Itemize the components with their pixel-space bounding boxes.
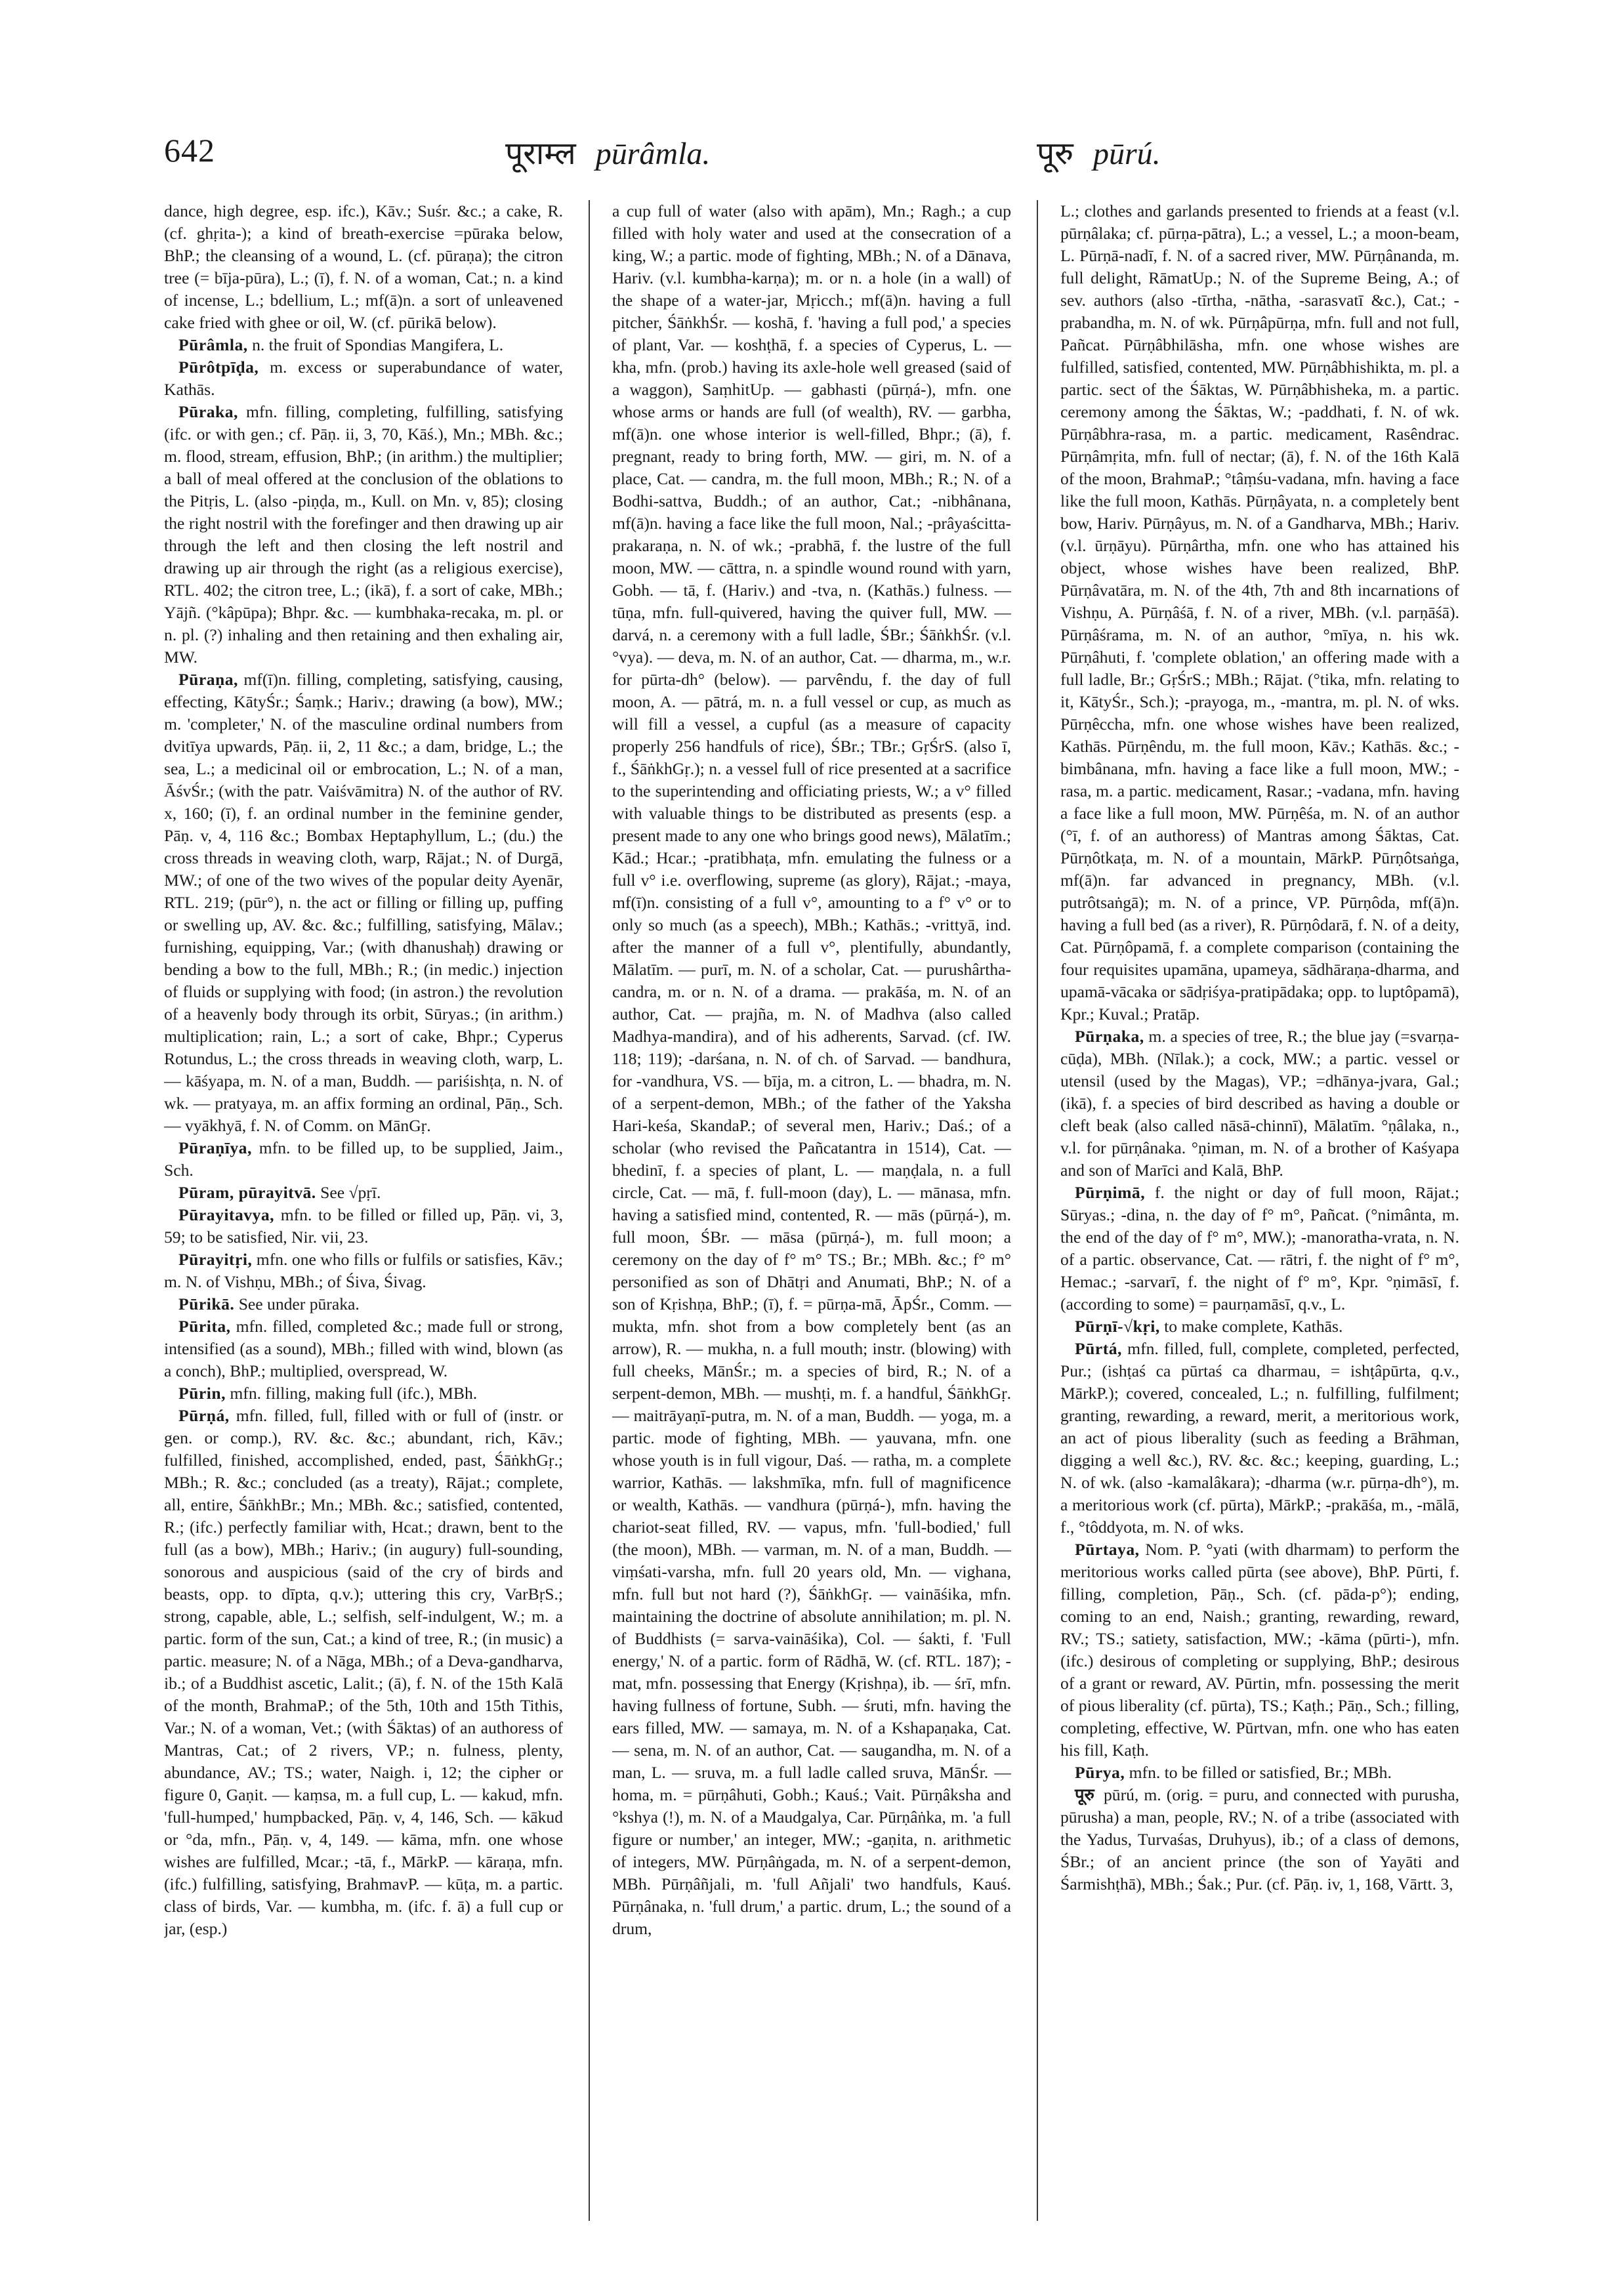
dictionary-entry [1060,1025,1459,1182]
entry-definition: mfn. filled, full, filled with or full of (instr. or gen. or comp.), RV. &c. &c.; abundant, rich, Kāv.; fulfilled, finished, accomplished, ended, past, ŚāṅkhGṛ.; MBh.; R. &c.; concluded (as a treaty), Rājat.; complete, all, entire, ŚāṅkhBr.; Mn.; MBh. &c.; satisfied, contented, R.; (ifc.) perfectly familiar with, Hcat.; drawn, bent to the full (as a bow), MBh.; Hariv.; (in augury) full-sounding, sonorous and auspicious (said of the cry of birds and beasts, opp. to dīpta, q.v.); uttering this cry, VarBṛS.; strong, capable, able, L.; selfish, self-indulgent, W.; m. a partic. form of the sun, Cat.; a kind of tree, R.; (in music) a partic. measure; N. of a Nāga, MBh.; of a Deva-gandharva, ib.; of a Buddhist ascetic, Lalit.; (ā), f. N. of the 15th Kalā of the month, BrahmaP.; of the 5th, 10th and 15th Tithis, Var.; N. of a woman, Vet.; (with Śāktas) of an authoress of Mantras, Cat.; of 2 rivers, VP.; n. fulness, plenty, abundance, AV.; TS.; water, Naigh. i, 12; the cipher or figure 0, Gaṇit. — kaṃsa, m. a full cup, L. — kakud, mfn. 'full-humped,' humpbacked, Pāṇ. v, 4, 146, Sch. — kākud or °da, mfn., Pāṇ. v, 4, 149. — kāma, mfn. one whose wishes are fulfilled, Mcar.; -tā, f., MārkP. — kāraṇa, mfn. (ifc.) fulfilling, satisfying, BrahmavP. — kūṭa, m. a partic. class of birds, Var. — kumbha, m. (ifc. f. ā) a full cup or jar, (esp.) [164,1406,563,1938]
dictionary-entry [164,334,563,356]
dictionary-entry [164,669,563,1137]
dictionary-entry [1060,1762,1459,1784]
entry-definition: mfn. filled, full, complete, completed, perfected, Pur.; (ishṭaś ca pūrtaś ca dharmau, = ishṭâpūrta, q.v., MārkP.); covered, concealed, L.; n. fulfilling, fulfilment; granting, rewarding, a reward, merit, a meritorious work, an act of pious liberality (such as feeding a Brāhman, digging a well &c.), RV. &c. &c.; keeping, guarding, L.; N. of wk. (also -kamalâkara); -dharma (w.r. pūrṇa-dh°), m. a meritorious work (cf. pūrta), MārkP.; -prakāśa, m., -mālā, f., °tôddyota, m. N. of wks. [1060,1339,1459,1537]
entry-definition: dance, high degree, esp. ifc.), Kāv.; Suśr. &c.; a cake, R. (cf. ghṛita-); a kind of breath-exercise =pūraka below, BhP.; the cleansing of a wound, L. (cf. pūraṇa); the citron tree (= bīja-pūra), L.; (ī), f. N. of a woman, Cat.; n. a kind of incense, L.; bdellium, L.; mf(ā)n. a sort of unleavened cake fried with ghee or oil, W. (cf. pūrikā below). [164,201,563,332]
entry-headword: Pūrtaya, [1075,1540,1140,1559]
entry-definition: mfn. filling, completing, fulfilling, satisfying (ifc. or with gen.; cf. Pāṇ. ii, 3, 70, Kāś.), Mn.; MBh. &c.; m. flood, stream, effusion, BhP.; (in arithm.) the multiplier; a ball of meal offered at the conclusion of the oblations to the Pitṛis, L. (also -piṇḍa, m., Kull. on Mn. v, 85); closing the right nostril with the forefinger and then drawing up air through the left and then closing the left nostril and drawing up air through the right (as a religious exercise), RTL. 402; the citron tree, L.; (ikā), f. a sort of cake, MBh.; Yājñ. (°kâpūpa); Bhpr. &c. — kumbhaka-recaka, m. pl. or n. pl. (?) inhaling and then retaining and then exhaling air, MW. [164,402,563,667]
dictionary-entry [164,200,563,334]
entry-definition: mfn. one who fills or fulfils or satisfies, Kāv.; m. N. of Vishṇu, MBh.; of Śiva, Śivag. [164,1250,563,1291]
entry-definition: mfn. to be filled or satisfied, Br.; MBh. [1129,1763,1392,1782]
dictionary-entry [164,1382,563,1405]
entry-definition: mfn. to be filled or filled up, Pāṇ. vi, 3, 59; to be satisfied, Nir. vii, 23. [164,1205,563,1247]
left-head-devanagari: पूराम्ल [505,136,576,171]
right-head-translit: pūrú. [1093,136,1161,171]
entry-headword: Pūrin, [178,1384,226,1403]
dictionary-entry [164,1204,563,1249]
entry-definition: mfn. to be filled up, to be supplied, Jaim., Sch. [164,1138,563,1180]
dictionary-entry [164,1405,563,1940]
dictionary-entry [164,401,563,669]
column-rule [589,200,590,2221]
entry-headword: Pūrôtpīḍa, [178,358,259,377]
entry-definition: mf(ī)n. filling, completing, satisfying, causing, effecting, KātyŚr.; Śaṃk.; Hariv.; drawing (a bow), MW.; m. 'completer,' N. of the masculine ordinal numbers from dvitīya upwards, Pāṇ. ii, 2, 11 &c.; a dam, bridge, L.; the sea, L.; a medicinal oil or embrocation, L.; N. of a man, ĀśvŚr.; (with the patr. Vaiśvāmitra) N. of the author of RV. x, 160; (ī), f. an ordinal number in the feminine gender, Pāṇ. v, 4, 116 &c.; Bombax Heptaphyllum, L.; (du.) the cross threads in weaving cloth, warp, Rājat.; N. of Durgā, MW.; of one of the two wives of the popular deity Ayenār, RTL. 219; (pūr°), n. the act or filling or filling up, puffing or swelling up, AV. &c. &c.; fulfilling, satisfying, Mālav.; furnishing, equipping, Var.; (with dhanushaḥ) drawing or bending a bow to the full, MBh.; R.; (in medic.) injection of fluids or supplying with food; (in astron.) the revolution of a heavenly body through its orbit, Sūryas.; (in arithm.) multiplication; rain, L.; a sort of cake, Bhpr.; Cyperus Rotundus, L.; the cross threads in weaving cloth, warp, L. — kāśyapa, m. N. of a man, Buddh. — pariśishṭa, n. N. of wk. — pratyaya, m. an affix forming an ordinal, Pāṇ., Sch. — vyākhyā, f. N. of Comm. on MānGṛ. [164,670,563,1135]
dictionary-entry [164,1293,563,1315]
page-header [164,131,1470,187]
left-head-translit: pūrâmla. [595,136,711,171]
entry-headword: Pūrayitṛi, [178,1250,253,1269]
right-head-devanagari: पूरु [1037,136,1073,171]
entry-definition: m. excess or superabundance of water, Kathās. [164,358,563,399]
dictionary-entry [612,200,1011,1940]
dictionary-entry [164,1182,563,1204]
entry-definition: See under pūraka. [238,1294,360,1313]
entry-definition: a cup full of water (also with apām), Mn.; Ragh.; a cup filled with holy water and used at the consecration of a king, W.; a partic. mode of fighting, MBh.; N. of a Dānava, Hariv. (v.l. kumbha-karṇa); m. or n. a hole (in a wall) of the shape of a water-jar, Mṛicch.; mf(ā)n. having a full pitcher, ŚāṅkhŚr. — koshā, f. 'having a full pod,' a species of plant, Var. — koshṭhā, f. a species of Cyperus, L. — kha, mfn. (prob.) having its axle-hole well greased (said of a waggon), SaṃhitUp. — gabhasti (pūrṇá-), mfn. one whose arms or hands are full (of wealth), RV. — garbha, mf(ā)n. one whose interior is well-filled, Bhpr.; (ā), f. pregnant, ready to bring forth, MW. — giri, m. N. of a place, Cat. — candra, m. the full moon, MBh.; R.; N. of a Bodhi-sattva, Buddh.; of an author, Cat.; -nibhânana, mf(ā)n. having a face like the full moon, Nal.; -prâyaścitta-prakaraṇa, n. N. of wk.; -prabhā, f. the lustre of the full moon, MW. — cāttra, n. a spindle wound round with yarn, Gobh. — tā, f. (Hariv.) and -tva, n. (Kathās.) fulness. — tūṇa, mfn. full-quivered, having the quiver full, MW. — darvá, n. a ceremony with a full ladle, ŚBr.; ŚāṅkhŚr. (v.l. °vya). — deva, m. N. of an author, Cat. — dharma, m., w.r. for pūrta-dh° (below). — parvêndu, f. the day of full moon, A. — pātrá, m. n. a full vessel or cup, as much as will fill a vessel, a cupful (as a measure of capacity properly 256 handfuls of rice), ŚBr.; TBr.; GṛŚrS. (also ī, f., ŚāṅkhGṛ.); n. a vessel full of rice presented at a sacrifice to the superintending and officiating priests, W.; a v° filled with valuable things to be distributed as presents (esp. a present made to any one who brings good news), Mālatīm.; Kād.; Hcar.; -pratibhaṭa, mfn. emulating the fulness or a full v° i.e. overflowing, supreme (as glory), Rājat.; -maya, mf(ī)n. consisting of a full v°, amounting to a f° v° or to only so much (as a speech), MBh.; Kathās.; -vrittyā, ind. after the manner of a full v°, plentifully, abundantly, Mālatīm. — purī, m. N. of a scholar, Cat. — purushârtha-candra, m. or n. N. of a drama. — prakāśa, m. N. of an author, Cat. — prajña, m. N. of Madhva (also called Madhya-mandira), and of his adherents, Sarvad. (cf. IW. 118; 119); -darśana, n. N. of ch. of Sarvad. — bandhura, for -vandhura, VS. — bīja, m. a citron, L. — bhadra, m. N. of a serpent-demon, MBh.; of the father of the Yaksha Hari-keśa, SkandaP.; of several men, Hariv.; Daś.; of a scholar (who revised the Pañcatantra in 1514), Cat. — bhedinī, f. a species of plant, L. — maṇḍala, n. a full circle, Cat. — mā, f. full-moon (day), L. — mānasa, mfn. having a satisfied mind, contented, R. — mās (pūrṇá-), m. full moon, ŚBr. — māsa (pūrṇá-), m. full moon; a ceremony on the day of f° m° TS.; Br.; MBh. &c.; f° m° personified as son of Dhātṛi and Anumati, BhP.; N. of a son of Kṛishṇa, BhP.; (ī), f. = pūrṇa-mā, ĀpŚr., Comm. — mukta, mfn. shot from a bow completely bent (as an arrow), R. — mukha, n. a full mouth; instr. (blowing) with full cheeks, MānŚr.; m. a species of bird, R.; N. of a serpent-demon, MBh. — mushṭi, m. f. a handful, ŚāṅkhGṛ. — maitrāyaṇī-putra, m. N. of a man, Buddh. — yoga, m. a partic. mode of fighting, MBh. — yauvana, mfn. one whose youth is in full vigour, Daś. — ratha, m. a complete warrior, Kathās. — lakshmīka, mfn. full of magnificence or wealth, Kathās. — vandhura (pūrṇá-), mfn. having the chariot-seat filled, RV. — vapus, mfn. 'full-bodied,' full (the moon), MBh. — varman, m. N. of a man, Buddh. — viṃśati-varsha, mfn. full 20 years old, Mn. — vighana, mfn. full but not hard (?), ŚāṅkhGṛ. — vaināśika, mfn. maintaining the doctrine of absolute annihilation; m. pl. N. of Buddhists (= sarva-vaināśika), Col. — śakti, f. 'Full energy,' N. of a partic. form of Rādhā, W. (cf. RTL. 187); -mat, mfn. possessing that Energy (Kṛishṇa), ib. — śrī, mfn. having fullness of fortune, Subh. — śruti, mfn. having the ears filled, MW. — samaya, m. N. of a Kshapaṇaka, Cat. — sena, m. N. of an author, Cat. — saugandha, m. N. of a man, L. — sruva, m. a full ladle called sruva, MānŚr. — homa, m. = pūrṇâhuti, Gobh.; Kauś.; Vait. Pūrṇâksha and °kshya (!), m. N. of a Maudgalya, Car. Pūrṇâṅka, m. 'a full figure or number,' an integer, MW.; -gaṇita, n. arithmetic of integers, MW. Pūrṇâṅgada, m. N. of a serpent-demon, MBh. Pūrṇâñjali, m. 'full Añjali' two handfuls, Kauś. Pūrṇânaka, n. 'full drum,' a partic. drum, L.; the sound of a drum, [612,201,1011,1938]
entry-headword: पूरु [1075,1785,1094,1804]
dictionary-entry [1060,1315,1459,1338]
entry-definition: m. a species of tree, R.; the blue jay (=svarṇa-cūḍa), MBh. (Nīlak.); a cock, MW.; a partic. vessel or utensil (used by the Magas), VP.; =dhānya-jvara, Gal.; (ikā), f. a species of bird described as having a double or cleft beak (also called nāsā-chinnī), Mālatīm. °ṇâlaka, n., v.l. for pūrṇânaka. °ṇiman, m. N. of a brother of Kaśyapa and son of Marīci and Kalā, BhP. [1060,1027,1459,1180]
column-3 [1060,200,1459,2221]
entry-definition: Nom. P. °yati (with dharmam) to perform the meritorious works called pūrta (see above), BhP. Pūrti, f. filling, completion, Pāṇ., Sch. (cf. pāda-p°); ending, coming to an end, Naish.; granting, rewarding, reward, RV.; TS.; satiety, satisfaction, MW.; -kāma (pūrti-), mfn. (ifc.) desirous of completing or supplying, BhP.; desirous of a grant or reward, AV. Pūrtin, mfn. possessing the merit of pious liberality (cf. pūrta), TS.; Kaṭh.; Pāṇ., Sch.; filling, completing, effective, W. Pūrtvan, mfn. one who has eaten his fill, Kaṭh. [1060,1540,1459,1760]
dictionary-entry [164,1249,563,1293]
dictionary-entry [164,1315,563,1382]
entry-headword: Pūrṇá, [178,1406,230,1425]
dictionary-entry [1060,1784,1459,1895]
entry-headword: Pūram, pūrayitvā. [178,1183,316,1202]
entry-definition: pūrú, m. (orig. = puru, and connected with purusha, pūrusha) a man, people, RV.; N. of a tribe (associated with the Yadus, Turvaśas, Druhyus), ib.; of a class of demons, ŚBr.; of an ancient prince (the son of Yayāti and Śarmishṭhā), MBh.; Śak.; Pur. (cf. Pāṇ. iv, 1, 168, Vārtt. 3, [1060,1785,1459,1893]
entry-definition: mfn. filling, making full (ifc.), MBh. [230,1384,478,1403]
text-columns [164,200,1470,2221]
entry-headword: Pūrâmla, [178,335,248,354]
entry-headword: Pūrtá, [1075,1339,1122,1358]
page-number: 642 [164,132,215,169]
entry-headword: Pūrṇaka, [1075,1027,1144,1046]
dictionary-entry [1060,1338,1459,1539]
right-running-head [1037,131,1161,174]
dictionary-entry [164,1137,563,1182]
entry-definition: L.; clothes and garlands presented to friends at a feast (v.l. pūrṇâlaka; cf. pūrṇa-pātra), L.; a vessel, L.; a moon-beam, L. Pūrṇā-nadī, f. N. of a sacred river, MW. Pūrṇânanda, m. full delight, RāmatUp.; N. of the Supreme Being, A.; of sev. authors (also -tīrtha, -nātha, -sarasvatī &c.), Cat.; -prabandha, m. N. of wk. Pūrṇâpūrṇa, mfn. full and not full, Pañcat. Pūrṇâbhilāsha, mfn. one whose wishes are fulfilled, satisfied, contented, MW. Pūrṇâbhishikta, m. pl. a partic. sect of the Śāktas, W. Pūrṇâbhisheka, m. a partic. ceremony among the Śāktas, W.; -paddhati, f. N. of wk. Pūrṇâbhra-rasa, m. a partic. medicament, Rasêndrac. Pūrṇâmṛita, mfn. full of nectar; (ā), f. N. of the 16th Kalā of the moon, BrahmaP.; °tâṃśu-vadana, mfn. having a face like the full moon, Kathās. Pūrṇâyata, n. a completely bent bow, Hariv. Pūrṇâyus, m. N. of a Gandharva, MBh.; Hariv. (v.l. ūrṇāyu). Pūrṇârtha, mfn. one who has attained his object, whose wishes have been realized, BhP. Pūrṇâvatāra, m. N. of the 4th, 7th and 8th incarnations of Vishṇu, A. Pūrṇâśā, f. N. of a river, MBh. (v.l. parṇāśā). Pūrṇâśrama, m. N. of an author, °mīya, n. his wk. Pūrṇâhuti, f. 'complete oblation,' an offering made with a full ladle, Br.; GṛŚrS.; MBh.; Rājat. (°tika, mfn. relating to it, KātyŚr., Sch.); -prayoga, m., -mantra, m. pl. N. of wks. Pūrṇêccha, mfn. one whose wishes have been realized, Kathās. Pūrṇêndu, m. the full moon, Kāv.; Kathās. &c.; -bimbânana, mfn. having a face like a full moon, MW.; -rasa, m. a partic. medicament, Rasar.; -vadana, mfn. having a face like a full moon, MW. Pūrṇêśa, m. N. of an author (°ī, f. of an authoress) of Mantras among Śāktas, Cat. Pūrṇôtkaṭa, m. N. of a mountain, MārkP. Pūrṇôtsaṅga, mf(ā)n. far advanced in pregnancy, MBh. (v.l. putrôtsaṅgā); m. N. of a prince, VP. Pūrṇôda, mf(ā)n. having a full bed (as a river), R. Pūrṇôdarā, f. N. of a deity, Cat. Pūrṇôpamā, f. a complete comparison (containing the four requisites upamāna, upameya, sādhāraṇa-dharma, and upamā-vācaka or sādṛiśya-pratipādaka; opp. to luptôpamā), Kpr.; Kuval.; Pratāp. [1060,201,1459,1023]
dictionary-entry [1060,1539,1459,1762]
dictionary-entry [164,356,563,401]
left-running-head [505,131,710,174]
entry-headword: Pūraṇīya, [178,1138,252,1157]
entry-definition: See √pṛī. [320,1183,381,1202]
entry-headword: Pūrṇī-√kṛi, [1075,1317,1160,1336]
entry-definition: to make complete, Kathās. [1164,1317,1343,1336]
entry-headword: Pūrya, [1075,1763,1125,1782]
entry-headword: Pūrayitavya, [178,1205,275,1224]
entry-headword: Pūraka, [178,402,238,421]
column-1 [164,200,563,2221]
entry-headword: Pūrita, [178,1317,231,1336]
entry-definition: f. the night or day of full moon, Rājat.; Sūryas.; -dina, n. the day of f° m°, Pañcat. (°nimânta, m. the end of the day of f° m°, MW.); -manoratha-vrata, n. N. of a partic. observance, Cat. — rātri, f. the night of f° m°, Hemac.; -sarvarī, f. the night of f° m°, Kpr. °ṇimāsī, f. (according to some) = paurṇamāsī, q.v., L. [1060,1183,1459,1313]
dictionary-entry [1060,1182,1459,1315]
entry-definition: n. the fruit of Spondias Mangifera, L. [252,335,504,354]
entry-headword: Pūrṇimā, [1075,1183,1146,1202]
column-2 [612,200,1011,2221]
column-rule [1037,200,1038,2221]
entry-definition: mfn. filled, completed &c.; made full or strong, intensified (as a sound), MBh.; filled with wind, blown (as a conch), BhP.; multiplied, overspread, W. [164,1317,563,1380]
entry-headword: Pūrikā. [178,1294,235,1313]
dictionary-entry [1060,200,1459,1025]
entry-headword: Pūraṇa, [178,670,238,689]
